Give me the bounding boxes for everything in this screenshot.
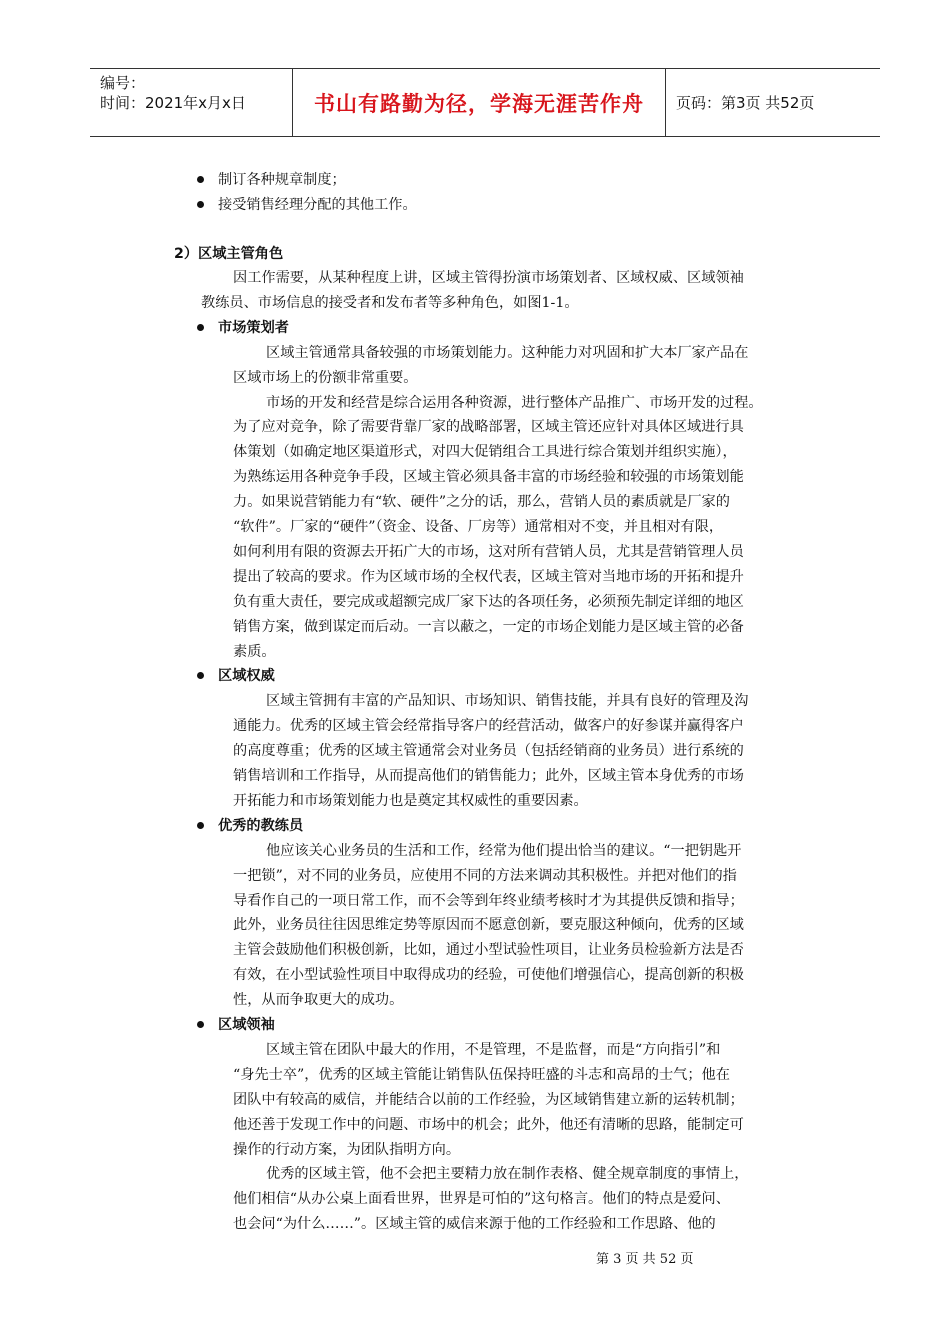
paragraph-line: 他还善于发现工作中的问题、市场中的机会；此外，他还有清晰的思路，能制定可 — [233, 1116, 744, 1133]
paragraph-line: 区域主管通常具备较强的市场策划能力。这种能力对巩固和扩大本厂家产品在 — [266, 344, 749, 361]
header-page-info: 页码：第3页 共52页 — [676, 94, 815, 112]
bullet-item: 接受销售经理分配的其他工作。 — [218, 196, 417, 213]
paragraph-line: 通能力。优秀的区域主管会经常指导客户的经营活动，做客户的好参谋并赢得客户 — [233, 718, 744, 735]
paragraph-line: 团队中有较高的威信，并能结合以前的工作经验，为区域销售建立新的运转机制； — [233, 1091, 744, 1108]
paragraph-line: 素质。 — [233, 643, 276, 660]
role-title: 区域权威 — [218, 668, 275, 685]
bullet-icon — [197, 176, 204, 183]
paragraph-line: 体策划（如确定地区渠道形式，对四大促销组合工具进行综合策划并组织实施）， — [233, 444, 737, 461]
paragraph-line: 有效，在小型试验性项目中取得成功的经验，可使他们增强信心，提高创新的积极 — [233, 967, 744, 984]
paragraph-line: 市场的开发和经营是综合运用各种资源，进行整体产品推广、市场开发的过程。 — [266, 394, 763, 411]
bullet-icon — [197, 1021, 204, 1028]
paragraph-line: 销售方案，做到谋定而后动。一言以蔽之，一定的市场企划能力是区域主管的必备 — [233, 618, 744, 635]
bullet-icon — [197, 672, 204, 679]
paragraph-line: 为了应对竞争，除了需要背靠厂家的战略部署，区域主管还应针对具体区域进行具 — [233, 419, 744, 436]
document-time-label: 时间：2021年x月x日 — [100, 94, 246, 112]
paragraph-line: 教练员、市场信息的接受者和发布者等多种角色，如图1-1。 — [201, 294, 579, 311]
paragraph-line: 区域主管在团队中最大的作用，不是管理，不是监督，而是“方向指引”和 — [266, 1041, 721, 1058]
paragraph-line: 此外，业务员往往因思维定势等原因而不愿意创新，要克服这种倾向，优秀的区域 — [233, 917, 744, 934]
paragraph-line: 操作的行动方案，为团队指明方向。 — [233, 1141, 461, 1158]
paragraph-line: 为熟练运用各种竞争手段，区域主管必须具备丰富的市场经验和较强的市场策划能 — [233, 469, 744, 486]
paragraph-line: 性，从而争取更大的成功。 — [233, 992, 404, 1009]
bullet-icon — [197, 201, 204, 208]
bullet-icon — [197, 822, 204, 829]
paragraph-line: 主管会鼓励他们积极创新，比如，通过小型试验性项目，让业务员检验新方法是否 — [233, 942, 744, 959]
bullet-item: 制订各种规章制度； — [218, 172, 346, 188]
paragraph-line: 负有重大责任，要完成或超额完成厂家下达的各项任务，必须预先制定详细的地区 — [233, 593, 744, 610]
paragraph-line: 销售培训和工作指导，从而提高他们的销售能力；此外，区域主管本身优秀的市场 — [233, 768, 744, 784]
paragraph-line: 提出了较高的要求。作为区域市场的全权代表，区域主管对当地市场的开拓和提升 — [233, 568, 744, 585]
role-title: 优秀的教练员 — [218, 817, 304, 834]
paragraph-line: 力。如果说营销能力有“软、硬件”之分的话，那么，营销人员的素质就是厂家的 — [233, 494, 730, 511]
paragraph-line: “身先士卒”，优秀的区域主管能让销售队伍保持旺盛的斗志和高昂的士气；他在 — [233, 1066, 730, 1083]
document-number-label: 编号： — [100, 74, 146, 92]
header-motto: 书山有路勤为径，学海无涯苦作舟 — [293, 69, 666, 136]
bullet-icon — [197, 324, 204, 331]
paragraph-line: 他们相信“从办公桌上面看世界，世界是可怕的”这句格言。他们的特点是爱问、 — [233, 1191, 730, 1208]
paragraph-line: 优秀的区域主管，他不会把主要精力放在制作表格、健全规章制度的事情上， — [266, 1166, 749, 1183]
paragraph-line: 区域市场上的份额非常重要。 — [233, 369, 418, 386]
paragraph-line: 因工作需要，从某种程度上讲，区域主管得扮演市场策划者、区域权威、区域领袖 — [233, 270, 744, 286]
paragraph-line: 区域主管拥有丰富的产品知识、市场知识、销售技能，并具有良好的管理及沟 — [266, 693, 749, 710]
paragraph-line: 如何利用有限的资源去开拓广大的市场，这对所有营销人员，尤其是营销管理人员 — [233, 543, 744, 560]
role-title: 区域领袖 — [218, 1017, 275, 1033]
role-title: 市场策划者 — [218, 319, 289, 336]
paragraph-line: 一把锁”，对不同的业务员，应使用不同的方法来调动其积极性。并把对他们的指 — [233, 867, 737, 884]
header-left-cell — [90, 69, 293, 136]
paragraph-line: 也会问“为什么……”。区域主管的威信来源于他的工作经验和工作思路、他的 — [233, 1216, 716, 1233]
paragraph-line: 导看作自己的一项日常工作，而不会等到年终业绩考核时才为其提供反馈和指导； — [233, 892, 744, 909]
page-footer: 第 3 页 共 52 页 — [596, 1252, 694, 1267]
paragraph-line: “软件”。厂家的“硬件”（资金、设备、厂房等）通常相对不变，并且相对有限， — [233, 519, 724, 535]
section-title: 2）区域主管角色 — [174, 246, 284, 262]
page-header — [90, 68, 880, 137]
paragraph-line: 开拓能力和市场策划能力也是奠定其权威性的重要因素。 — [233, 792, 588, 809]
paragraph-line: 他应该关心业务员的生活和工作，经常为他们提出恰当的建议。“一把钥匙开 — [266, 842, 742, 859]
paragraph-line: 的高度尊重；优秀的区域主管通常会对业务员（包括经销商的业务员）进行系统的 — [233, 743, 744, 760]
